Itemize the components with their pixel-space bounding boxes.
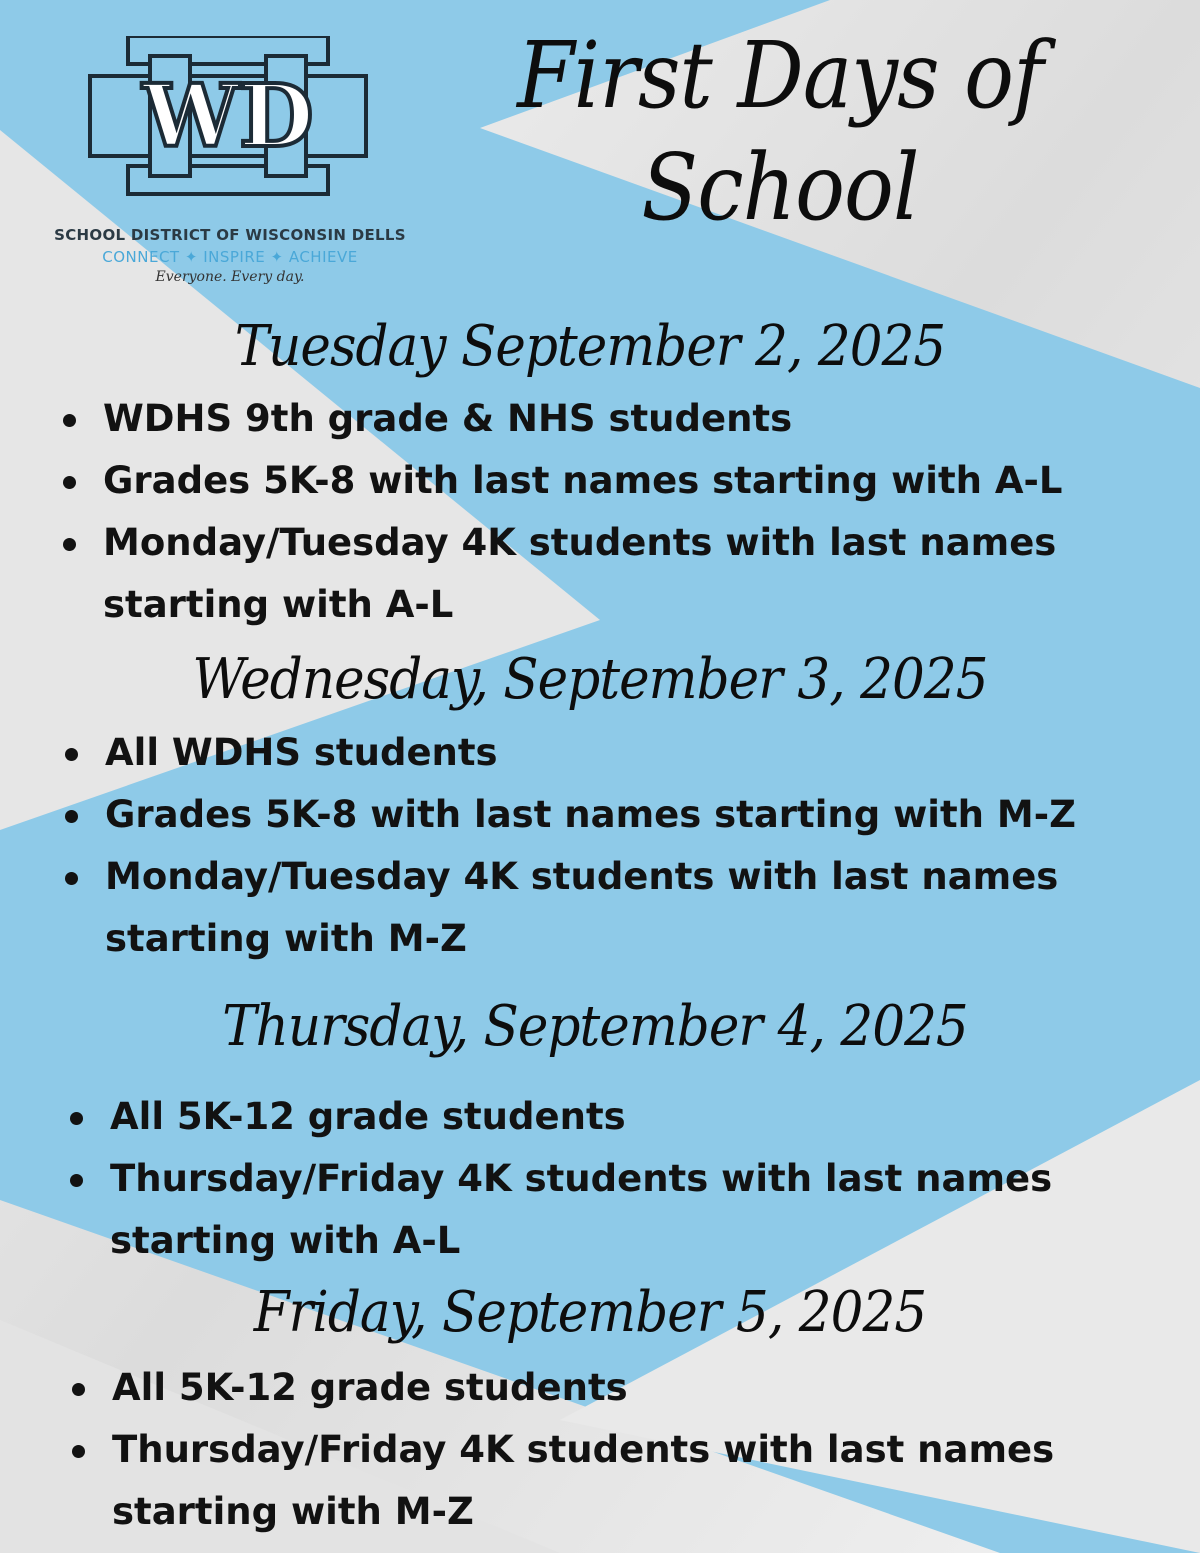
day-heading-wednesday: Wednesday, September 3, 2025 — [192, 647, 988, 712]
list-item: All 5K-12 grade students — [112, 1357, 1172, 1419]
bullet-icon — [63, 538, 76, 551]
district-logo — [40, 36, 420, 296]
day-list-thursday — [110, 1086, 1170, 1272]
bullet-icon — [70, 1174, 83, 1187]
list-item: Monday/Tuesday 4K students with last names starting with A-L — [103, 512, 1163, 636]
day-list-tuesday — [103, 388, 1163, 636]
day-list-friday — [112, 1357, 1172, 1543]
list-item: Grades 5K-8 with last names starting with A-L — [103, 450, 1163, 512]
district-name: SCHOOL DISTRICT OF WISCONSIN DELLS — [54, 226, 406, 244]
list-item: Thursday/Friday 4K students with last names starting with M-Z — [112, 1419, 1172, 1543]
list-item: Grades 5K-8 with last names starting with M-Z — [105, 784, 1165, 846]
bullet-icon — [70, 1112, 83, 1125]
title-line-1: First Days of — [517, 22, 1043, 129]
district-tagline: CONNECT ✦ INSPIRE ✦ ACHIEVE — [102, 248, 358, 266]
district-motto: Everyone. Every day. — [155, 269, 305, 285]
bullet-icon — [63, 414, 76, 427]
list-item: Thursday/Friday 4K students with last names starting with A-L — [110, 1148, 1170, 1272]
title-line-2: School — [641, 134, 919, 241]
bullet-icon — [65, 748, 78, 761]
bullet-icon — [72, 1445, 85, 1458]
bullet-icon — [72, 1383, 85, 1396]
day-heading-tuesday: Tuesday September 2, 2025 — [234, 314, 946, 379]
list-item: All WDHS students — [105, 722, 1165, 784]
day-heading-thursday: Thursday, September 4, 2025 — [222, 994, 968, 1059]
list-item: WDHS 9th grade & NHS students — [103, 388, 1163, 450]
bullet-icon — [63, 476, 76, 489]
page-title — [501, 20, 1059, 244]
list-item: All 5K-12 grade students — [110, 1086, 1170, 1148]
bullet-icon — [65, 872, 78, 885]
wd-logo-mark — [88, 36, 368, 196]
logo-letters: WD — [142, 66, 314, 167]
list-item: Monday/Tuesday 4K students with last names starting with M-Z — [105, 846, 1165, 970]
day-list-wednesday — [105, 722, 1165, 970]
day-heading-friday: Friday, September 5, 2025 — [253, 1280, 927, 1345]
bullet-icon — [65, 810, 78, 823]
